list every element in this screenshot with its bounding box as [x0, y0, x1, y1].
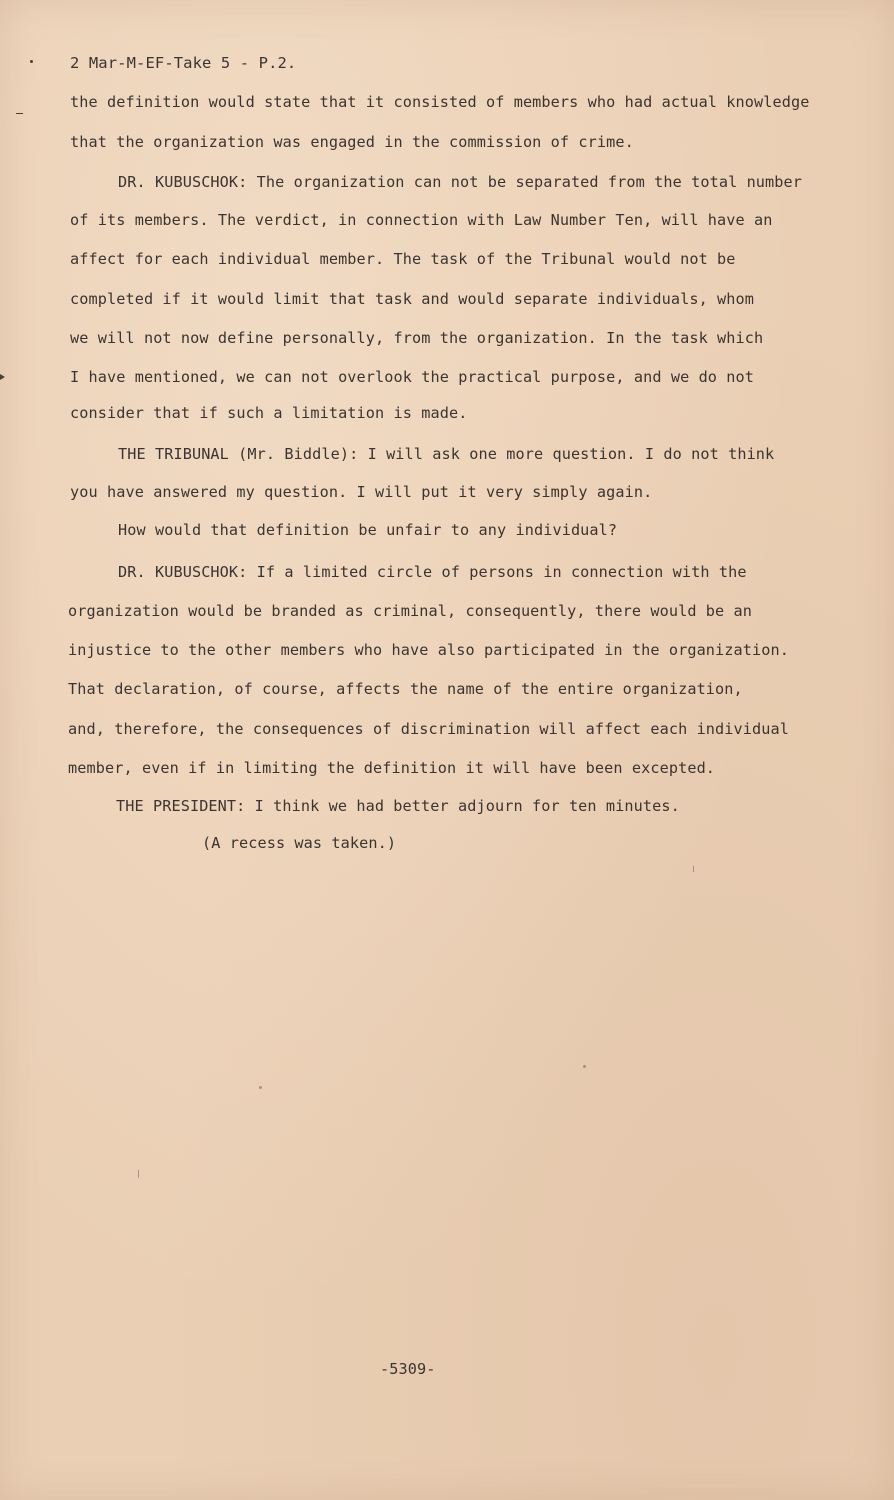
text-line: THE TRIBUNAL (Mr. Biddle): I will ask one more question. I do not think: [118, 445, 775, 463]
paper-speck: [693, 866, 694, 872]
text-line: we will not now define personally, from the organization. In the task which: [70, 329, 764, 347]
text-line: injustice to the other members who have also participated in the organization.: [68, 641, 790, 659]
text-line: DR. KUBUSCHOK: If a limited circle of persons in connection with the: [118, 563, 747, 581]
text-line: affect for each individual member. The task of the Tribunal would not be: [70, 250, 736, 268]
text-line: I have mentioned, we can not overlook the practical purpose, and we do not: [70, 368, 755, 386]
margin-arrow: [0, 374, 5, 380]
text-line: you have answered my question. I will put it very simply again.: [70, 483, 653, 501]
text-line: organization would be branded as criminal, consequently, there would be an: [68, 602, 753, 620]
text-line: and, therefore, the consequences of discrimination will affect each individual: [68, 720, 790, 738]
paper-speck: [259, 1086, 262, 1089]
text-line: DR. KUBUSCHOK: The organization can not be separated from the total number: [118, 173, 803, 191]
text-line: that the organization was engaged in the commission of crime.: [70, 133, 634, 151]
text-line: completed if it would limit that task and would separate individuals, whom: [70, 290, 755, 308]
margin-dash: [16, 113, 23, 114]
text-line: That declaration, of course, affects the name of the entire organization,: [68, 680, 743, 698]
text-line: of its members. The verdict, in connection with Law Number Ten, will have an: [70, 211, 773, 229]
margin-dot: [30, 60, 33, 63]
page-number: -5309-: [380, 1360, 436, 1378]
text-line: How would that definition be unfair to any individual?: [118, 521, 618, 539]
paper-speck: [583, 1065, 586, 1068]
text-line: THE PRESIDENT: I think we had better adjourn for ten minutes.: [116, 797, 680, 815]
paper-speck: [138, 1170, 139, 1178]
text-line: consider that if such a limitation is made.: [70, 404, 468, 422]
text-line: the definition would state that it consisted of members who had actual knowledge: [70, 93, 810, 111]
page-header: 2 Mar-M-EF-Take 5 - P.2.: [70, 54, 297, 72]
text-line: (A recess was taken.): [202, 834, 397, 852]
text-line: member, even if in limiting the definition it will have been excepted.: [68, 759, 716, 777]
